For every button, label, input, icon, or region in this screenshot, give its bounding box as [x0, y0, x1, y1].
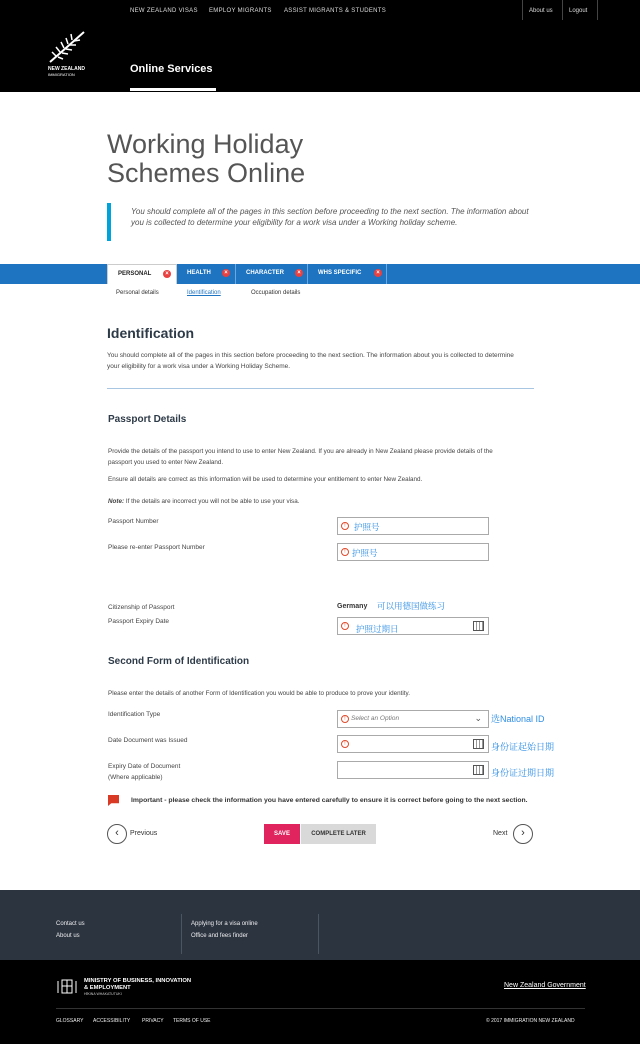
nav-nz-visas[interactable]: NEW ZEALAND VISAS	[130, 8, 198, 14]
privacy-link[interactable]: PRIVACY	[142, 1018, 164, 1024]
intro-accent-bar	[107, 203, 111, 241]
issued-date-label: Date Document was Issued	[108, 737, 188, 744]
nz-immigration-logo[interactable]	[48, 30, 88, 78]
warning-icon: !	[341, 548, 349, 556]
accessibility-link[interactable]: ACCESSIBILITY	[93, 1018, 131, 1024]
top-header	[0, 0, 640, 92]
about-us-footer-link[interactable]: About us	[56, 933, 80, 939]
passport-expiry-input[interactable]	[337, 617, 489, 635]
important-message: Important - please check the information you have entered carefully to ensure it is correct before going to the next section.	[131, 797, 528, 804]
calendar-icon[interactable]	[473, 739, 484, 749]
logout-link[interactable]: Logout	[562, 0, 598, 20]
reenter-passport-label: Please re-enter Passport Number	[108, 544, 205, 551]
copyright: © 2017 IMMIGRATION NEW ZEALAND	[486, 1018, 575, 1024]
chevron-down-icon: ⌄	[474, 713, 482, 723]
id-type-label: Identification Type	[108, 711, 161, 718]
passport-number-input[interactable]	[337, 517, 489, 535]
error-x-icon: ×	[374, 269, 382, 277]
office-fees-link[interactable]: Office and fees finder	[191, 933, 248, 939]
passport-note	[108, 496, 299, 507]
section-description: You should complete all of the pages in this section before proceeding to the next section. The information about you is collected to determine your eligibility for a work visa under a Working Holiday Scheme.	[107, 352, 514, 370]
warning-icon: !	[341, 622, 349, 630]
ministry-name[interactable]: MINISTRY OF BUSINESS, INNOVATION & EMPLOYMENT	[84, 978, 192, 991]
contact-us-link[interactable]: Contact us	[56, 921, 85, 927]
doc-expiry-sublabel: (Where applicable)	[108, 774, 163, 781]
warning-icon: !	[341, 715, 349, 723]
tab-whs-specific[interactable]	[308, 264, 387, 284]
fern-icon	[48, 30, 88, 64]
id-type-annotation: 选National ID	[491, 714, 545, 724]
passport-paragraph-1: Provide the details of the passport you intend to use to enter New Zealand. If you are already in New Zealand please provide details of the passport you used to enter New Zealand.	[108, 448, 493, 466]
subtab-identification[interactable]: Identification	[187, 290, 221, 296]
page-title: Working Holiday Schemes Online	[107, 129, 306, 188]
about-us-link[interactable]: About us	[522, 0, 562, 20]
tab-label: HEALTH	[187, 270, 211, 276]
active-indicator	[130, 88, 216, 91]
doc-expiry-annotation: 身份证过期日期	[491, 768, 555, 778]
logo-line1: NEW ZEALAND	[48, 66, 85, 72]
tab-character[interactable]	[236, 264, 308, 284]
footer-links-area	[0, 890, 640, 960]
nav-assist-migrants[interactable]: ASSIST MIGRANTS & STUDENTS	[284, 8, 387, 14]
complete-later-button[interactable]: COMPLETE LATER	[301, 824, 376, 844]
citizenship-value: Germany	[337, 603, 368, 610]
section-heading: Identification	[107, 325, 195, 341]
glossary-link[interactable]: GLOSSARY	[56, 1018, 84, 1024]
passport-heading: Passport Details	[108, 414, 187, 425]
terms-link[interactable]: TERMS OF USE	[173, 1018, 211, 1024]
error-x-icon: ×	[295, 269, 303, 277]
coat-of-arms-icon	[56, 977, 78, 997]
passport-expiry-label: Passport Expiry Date	[108, 618, 170, 625]
citizenship-label: Citizenship of Passport	[108, 604, 175, 611]
second-id-description: Please enter the details of another Form of Identification you would be able to produce to prove your identity.	[108, 690, 410, 697]
passport-number-value: 护照号	[354, 522, 380, 532]
issued-date-annotation: 身份证起始日期	[491, 742, 555, 752]
divider	[181, 914, 182, 954]
subtab-personal-details[interactable]: Personal details	[116, 290, 159, 296]
subtab-occupation-details[interactable]: Occupation details	[251, 290, 301, 296]
logo-line2: IMMIGRATION	[48, 72, 75, 77]
nz-government-logo[interactable]: New Zealand Government	[504, 982, 586, 989]
divider	[56, 1008, 585, 1009]
citizenship-annotation: 可以用德国做练习	[377, 601, 446, 611]
tab-personal[interactable]	[107, 264, 177, 284]
previous-button[interactable]: Previous	[130, 830, 158, 837]
doc-expiry-input[interactable]	[337, 761, 489, 779]
divider	[107, 388, 534, 389]
divider	[318, 914, 319, 954]
warning-icon: !	[341, 522, 349, 530]
passport-expiry-value: 护照过期日	[356, 624, 399, 634]
note-label: Note:	[108, 498, 125, 505]
passport-paragraph-2: Ensure all details are correct as this information will be used to determine your entitlement to enter New Zealand.	[108, 476, 423, 483]
applying-online-link[interactable]: Applying for a visa online	[191, 921, 258, 927]
warning-icon: !	[341, 740, 349, 748]
footer-bottom	[0, 960, 640, 1044]
doc-expiry-label: Expiry Date of Document	[108, 763, 181, 770]
next-arrow-icon[interactable]: ›	[513, 824, 533, 844]
passport-number-label: Passport Number	[108, 518, 159, 525]
tab-label: PERSONAL	[118, 271, 152, 277]
error-x-icon: ×	[222, 269, 230, 277]
next-button[interactable]: Next	[493, 830, 508, 837]
previous-arrow-icon[interactable]: ‹	[107, 824, 127, 844]
error-x-icon: ×	[163, 270, 171, 278]
important-flag-icon	[108, 795, 119, 806]
intro-text: You should complete all of the pages in this section before proceeding to the next section. The information about you is collected to determine your eligibility for a work visa under a Working holiday scheme.	[131, 207, 529, 227]
note-text: If the details are incorrect you will not be able to use your visa.	[124, 498, 300, 505]
tab-label: CHARACTER	[246, 270, 284, 276]
second-id-heading: Second Form of Identification	[108, 656, 250, 667]
online-services-tab[interactable]: Online Services	[130, 63, 213, 75]
tab-label: WHS SPECIFIC	[318, 270, 362, 276]
id-type-placeholder: Select an Option	[351, 715, 400, 722]
id-type-select[interactable]	[337, 710, 489, 728]
calendar-icon[interactable]	[473, 765, 484, 775]
calendar-icon[interactable]	[473, 621, 484, 631]
save-button[interactable]: SAVE	[264, 824, 300, 844]
reenter-passport-input[interactable]	[337, 543, 489, 561]
issued-date-input[interactable]	[337, 735, 489, 753]
tab-health[interactable]	[177, 264, 236, 284]
ministry-subtitle: HĪKINA WHAKATUTUKI	[84, 992, 122, 996]
reenter-passport-value: 护照号	[352, 548, 378, 558]
nav-employ-migrants[interactable]: EMPLOY MIGRANTS	[209, 8, 272, 14]
